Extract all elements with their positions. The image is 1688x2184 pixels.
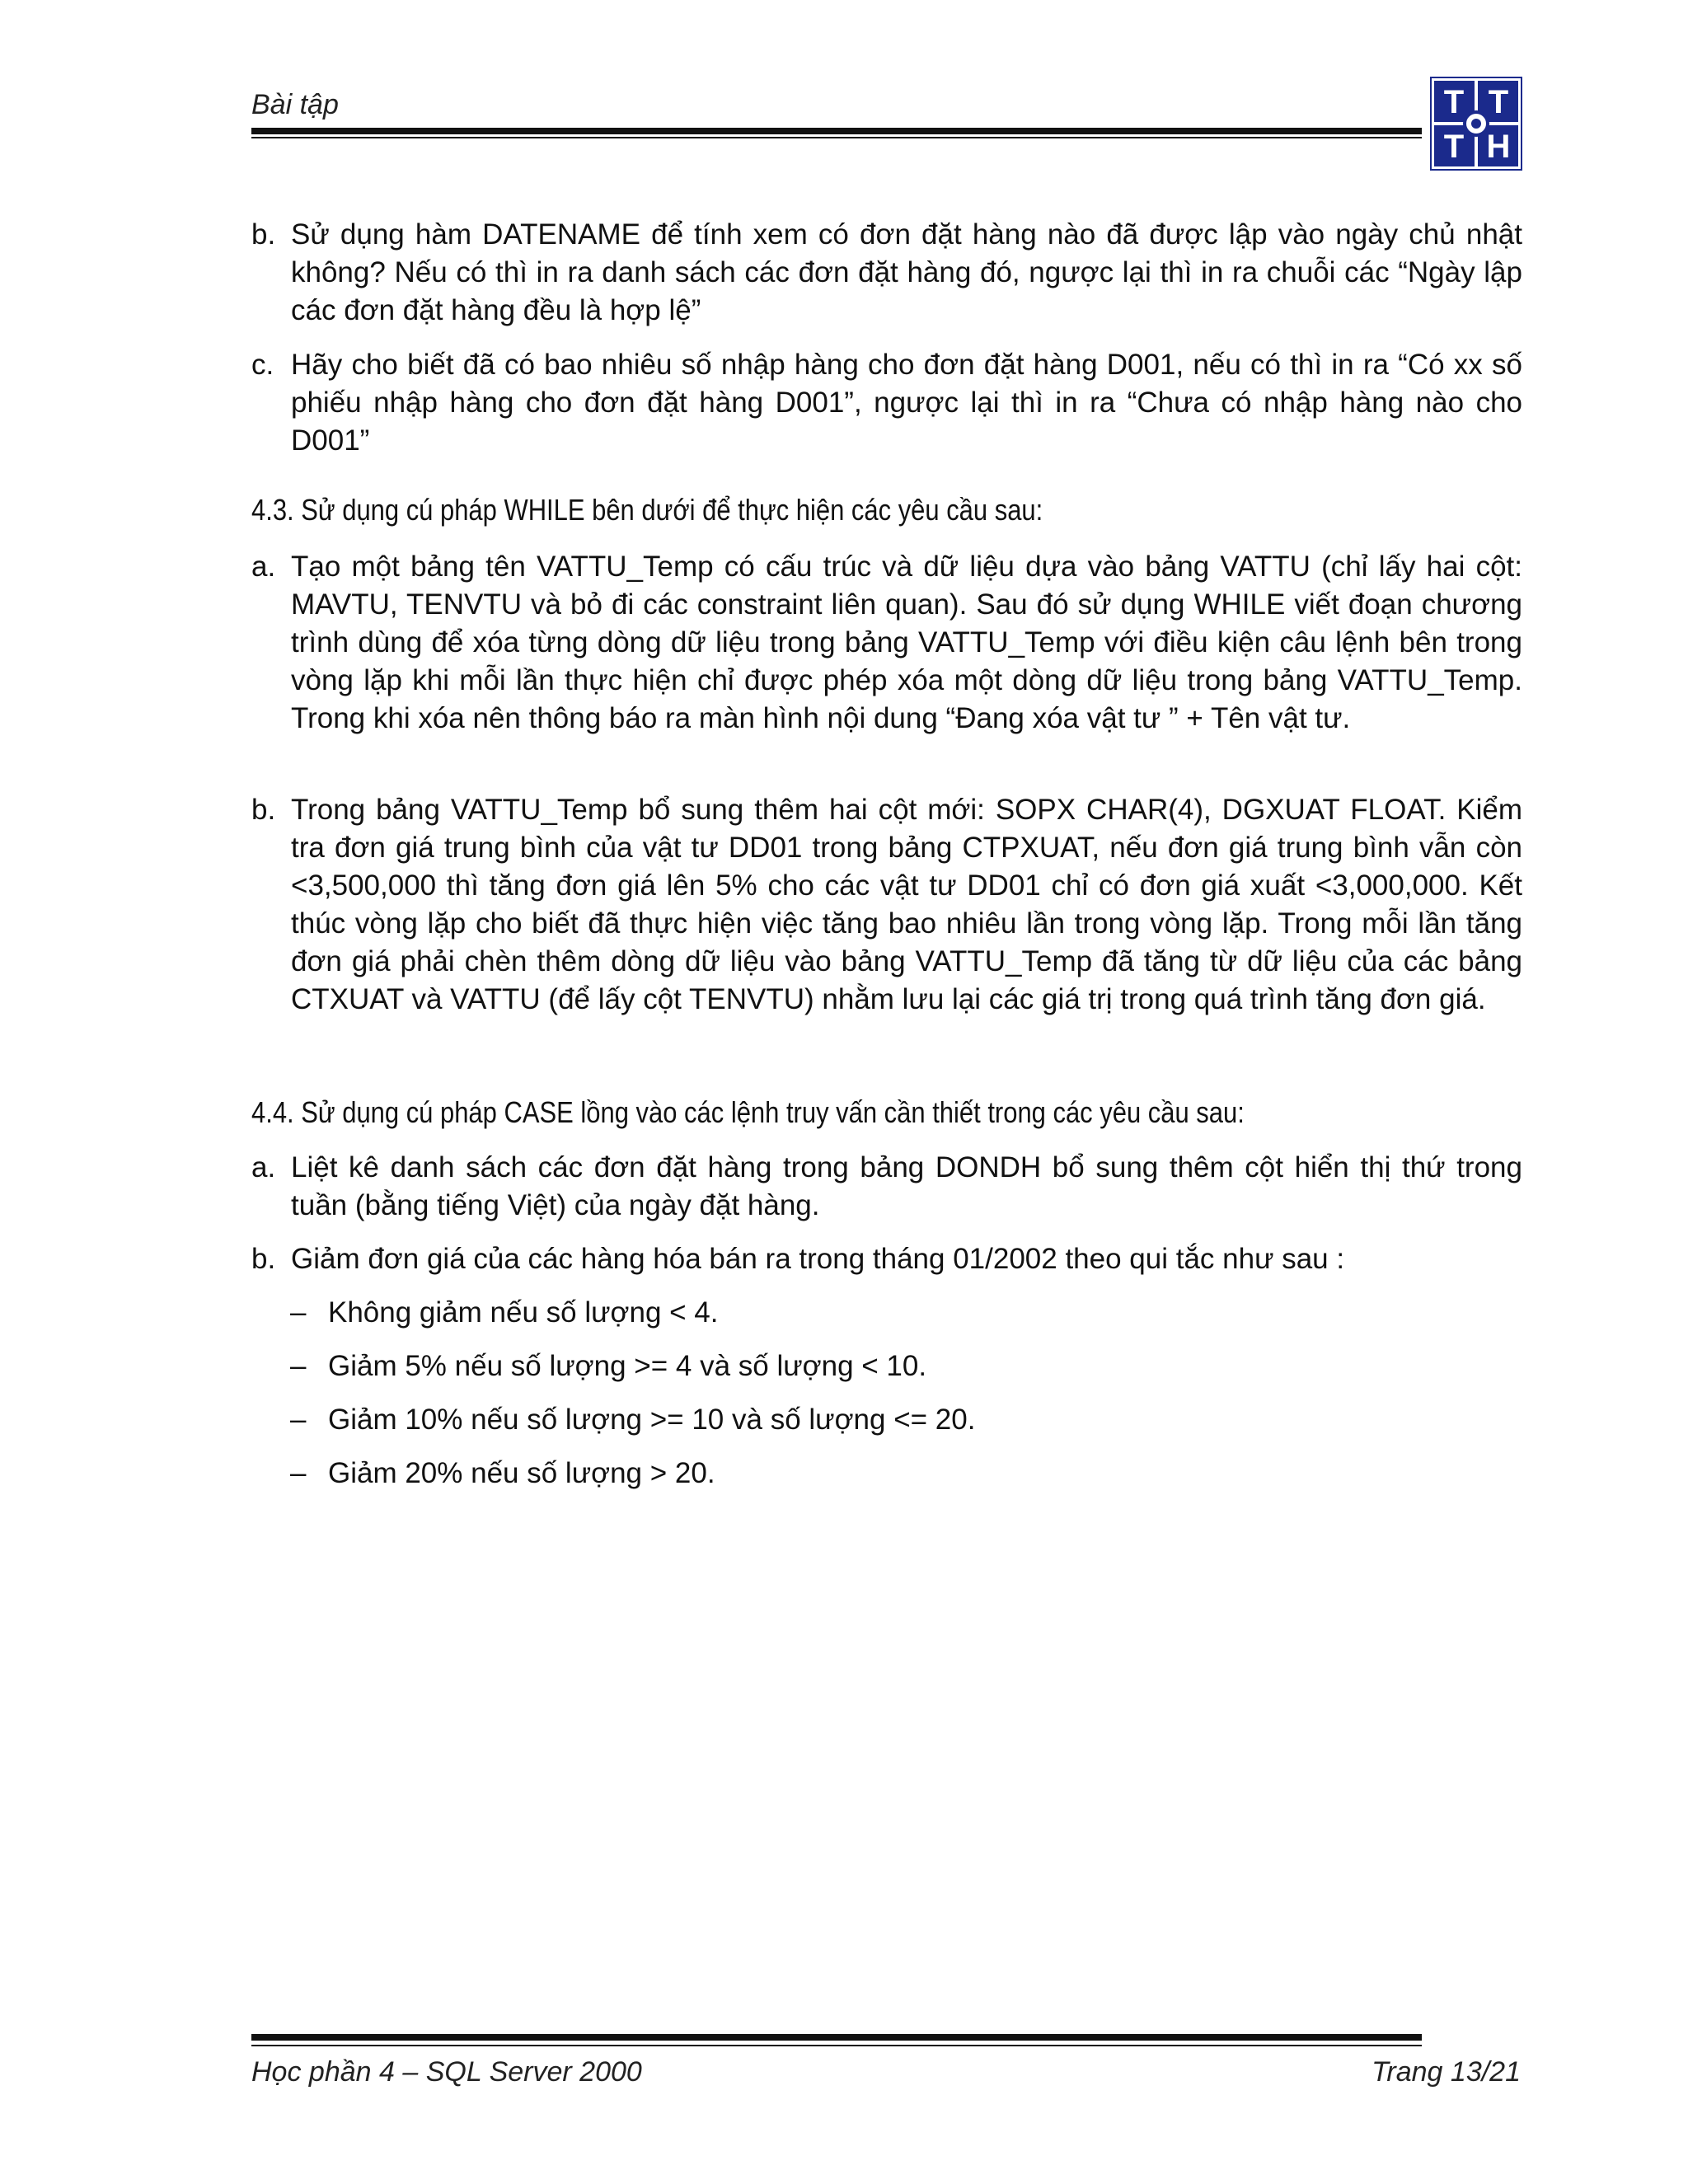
list-item-text: Hãy cho biết đã có bao nhiêu số nhập hàng cho đơn đặt hàng D001, nếu có thì in ra “Có xx số phiếu nhập hàng cho đơn đặt hàng D001”, ngược lại thì in ra “Chưa có nhập hàng nào cho D001” [291, 349, 1522, 457]
dash-marker: – [290, 1296, 307, 1329]
rule-text: Giảm 20% nếu số lượng > 20. [328, 1457, 715, 1489]
header-rule [251, 128, 1422, 134]
list-item-text: Sử dụng hàm DATENAME để tính xem có đơn đặt hàng nào đã được lập vào ngày chủ nhật không? Nếu có thì in ra danh sách các đơn đặt hàng đó, ngược lại thì in ra chuỗi các “Ngày lập các đơn đặt hàng đều là hợp lệ” [291, 218, 1522, 326]
rule-item [290, 1294, 719, 1332]
dash-marker: – [290, 1457, 307, 1489]
list-marker: c. [251, 349, 274, 381]
section-heading-4-4: 4.4. Sử dụng cú pháp CASE lồng vào các lệnh truy vấn cần thiết trong các yêu cầu sau: [251, 1095, 1245, 1129]
rule-item [290, 1455, 715, 1493]
list-item [251, 346, 1522, 460]
footer-rule [251, 2034, 1422, 2041]
dash-marker: – [290, 1350, 307, 1382]
dash-marker: – [290, 1404, 307, 1436]
list-item [251, 1149, 1522, 1225]
page-header-title: Bài tập [251, 89, 339, 120]
list-marker: a. [251, 551, 276, 583]
header-rule-thin [251, 137, 1422, 138]
list-item [251, 548, 1522, 738]
footer-rule-thin [251, 2045, 1422, 2046]
rule-item [290, 1347, 926, 1385]
list-marker: b. [251, 218, 276, 251]
footer-course: Học phần 4 – SQL Server 2000 [251, 2056, 642, 2088]
list-marker: b. [251, 1243, 276, 1275]
list-item [251, 791, 1522, 1019]
logo-letter: T [1443, 84, 1465, 120]
list-item [251, 1240, 1522, 1278]
rule-text: Không giảm nếu số lượng < 4. [328, 1296, 719, 1329]
rule-text: Giảm 10% nếu số lượng >= 10 và số lượng <= 20. [328, 1404, 976, 1436]
section-heading-4-3: 4.3. Sử dụng cú pháp WHILE bên dưới để thực hiện các yêu cầu sau: [251, 493, 1043, 527]
rule-text: Giảm 5% nếu số lượng >= 4 và số lượng < 10. [328, 1350, 927, 1382]
list-marker: b. [251, 794, 276, 826]
list-item [251, 216, 1522, 330]
list-item-text: Tạo một bảng tên VATTU_Temp có cấu trúc và dữ liệu dựa vào bảng VATTU (chỉ lấy hai cột: MAVTU, TENVTU và bỏ đi các constraint liên quan). Sau đó sử dụng WHILE viết đoạn chương trình dùng để xóa từng dòng dữ liệu trong bảng VATTU_Temp với điều kiện câu lệnh bên trong vòng lặp khi mỗi lần thực hiện chỉ được phép xóa một dòng dữ liệu trong bảng VATTU_Temp. Trong khi xóa nên thông báo ra màn hình nội dung “Đang xóa vật tư ” + Tên vật tư. [291, 551, 1522, 734]
list-item-text: Liệt kê danh sách các đơn đặt hàng trong bảng DONDH bổ sung thêm cột hiển thị thứ trong tuần (bằng tiếng Việt) của ngày đặt hàng. [291, 1151, 1522, 1221]
page-number: Trang 13/21 [1372, 2056, 1521, 2088]
logo-letter: T [1443, 129, 1465, 165]
logo-letter: H [1486, 129, 1511, 165]
list-marker: a. [251, 1151, 276, 1183]
list-item-text: Giảm đơn giá của các hàng hóa bán ra trong tháng 01/2002 theo qui tắc như sau : [291, 1243, 1345, 1275]
logo-letter: T [1488, 84, 1509, 120]
rule-item [290, 1401, 975, 1439]
list-item-text: Trong bảng VATTU_Temp bổ sung thêm hai cột mới: SOPX CHAR(4), DGXUAT FLOAT. Kiểm tra đơn giá trung bình của vật tư DD01 trong bảng CTPXUAT, nếu đơn giá trung bình vẫn còn <3,500,000 thì tăng đơn giá lên 5% cho các vật tư DD01 chỉ có đơn giá xuất <3,000,000. Kết thúc vòng lặp cho biết đã thực hiện việc tăng bao nhiêu lần trong vòng lặp. Trong mỗi lần tăng đơn giá phải chèn thêm dòng dữ liệu vào bảng VATTU_Temp đã tăng từ dữ liệu của các bảng CTXUAT và VATTU (để lấy cột TENVTU) nhằm lưu lại các giá trị trong quá trình tăng đơn giá. [291, 794, 1522, 1015]
logo-icon [1430, 77, 1522, 171]
